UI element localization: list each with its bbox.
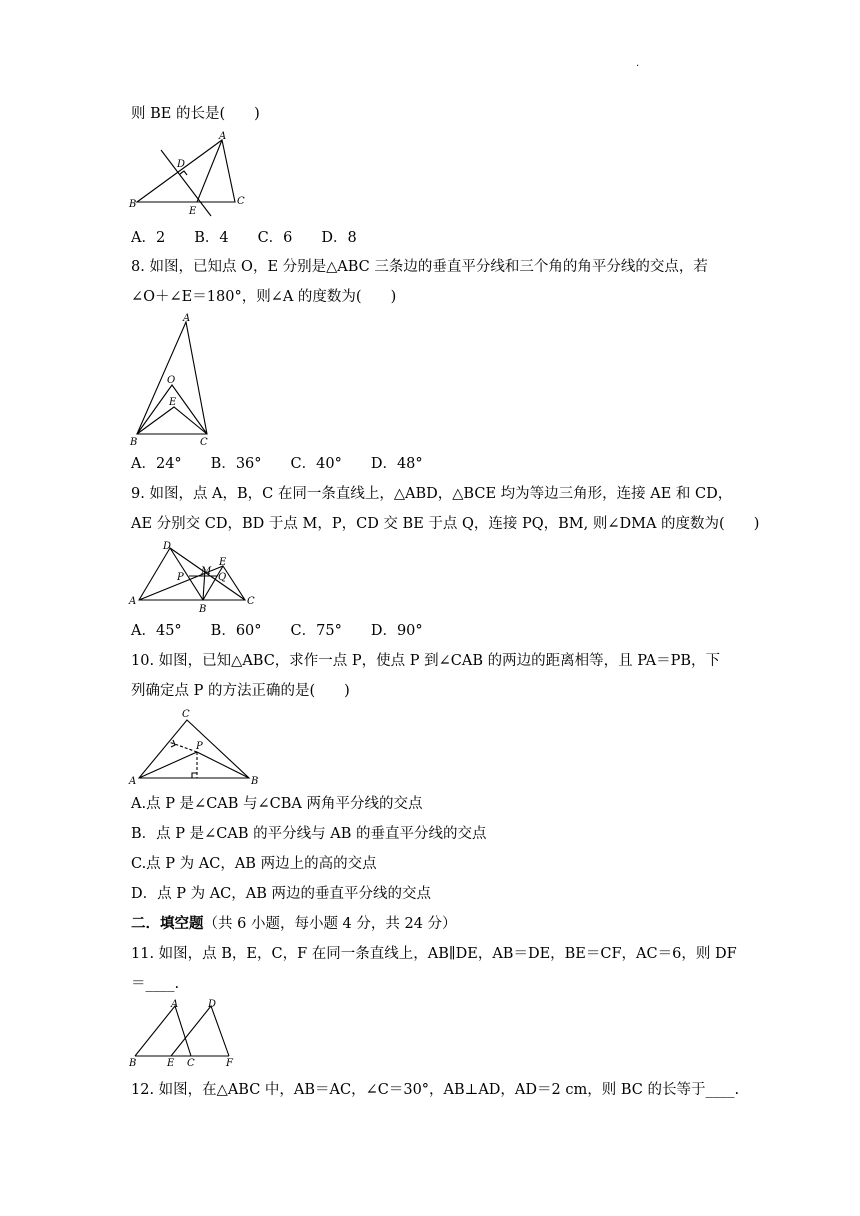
q7-right-angle-mark xyxy=(180,171,187,175)
q10-option-b: B．点 P 是∠CAB 的平分线与 AB 的垂直平分线的交点 xyxy=(131,826,487,842)
section-2-note: （共 6 小题，每小题 4 分，共 24 分） xyxy=(203,916,457,932)
q7-figure xyxy=(125,130,255,220)
q7-label-d: D xyxy=(177,159,186,170)
q7-label-e: E xyxy=(189,206,197,217)
q8-label-e: E xyxy=(169,397,177,408)
q7-label-b: B xyxy=(129,199,137,210)
q11-figure xyxy=(125,996,245,1071)
q9-label-a: A xyxy=(129,596,137,607)
q9-line-1: 9. 如图，点 A，B，C 在同一条直线上，△ABD，△BCE 均为等边三角形，连接 AE 和 CD， xyxy=(131,486,733,502)
q8-label-c: C xyxy=(200,437,208,448)
q9-figure xyxy=(125,538,265,618)
q9-label-m: M xyxy=(201,566,212,577)
q10-option-a: A.点 P 是∠CAB 与∠CBA 两角平分线的交点 xyxy=(131,796,423,812)
q11-line-1: 11. 如图，点 B，E，C，F 在同一条直线上，AB∥DE，AB＝DE，BE＝CF，AC＝6，则 DF xyxy=(131,946,737,962)
header-mark: . xyxy=(636,58,640,69)
q9-label-p: P xyxy=(177,572,184,583)
q7-options: A．2 B．4 C．6 D．8 xyxy=(131,230,357,246)
q8-line-2: ∠O＋∠E＝180°，则∠A 的度数为( ) xyxy=(131,289,397,305)
q11-triangle-def xyxy=(171,1006,229,1056)
q10-label-c: C xyxy=(182,709,190,720)
q7-label-a: A xyxy=(219,131,227,142)
q9-label-b: B xyxy=(199,604,207,615)
q11-label-b: B xyxy=(129,1058,137,1069)
q10-label-p: P xyxy=(196,741,203,752)
q8-label-a: A xyxy=(183,313,191,324)
q9-triangle-abd xyxy=(139,548,203,600)
q8-figure xyxy=(125,312,225,452)
q11-label-c: C xyxy=(187,1058,195,1069)
q10-segment-pb xyxy=(197,752,249,778)
q12-line-1: 12. 如图，在△ABC 中，AB＝AC，∠C＝30°，AB⊥AD，AD＝2 cm，则 BC 的长等于____. xyxy=(131,1082,740,1098)
q7-perpendicular-line xyxy=(161,150,211,216)
q9-line-2: AE 分别交 CD，BD 于点 M，P，CD 交 BE 于点 Q，连接 PQ，BM, 则∠DMA 的度数为( ) xyxy=(131,516,760,532)
section-2-title: 二．填空题 xyxy=(131,916,204,932)
q10-line-2: 列确定点 P 的方法正确的是( ) xyxy=(131,683,350,699)
q7-label-c: C xyxy=(237,196,245,207)
q8-options: A．24° B．36° C．40° D．48° xyxy=(131,456,423,472)
q7-triangle xyxy=(137,140,235,202)
q10-option-c: C.点 P 为 AC，AB 两边上的高的交点 xyxy=(131,856,377,872)
q11-triangle-abc xyxy=(135,1006,191,1056)
q9-label-q: Q xyxy=(218,572,227,583)
q7-stem-tail: 则 BE 的长是( ) xyxy=(131,106,260,122)
q10-option-d: D．点 P 为 AC，AB 两边的垂直平分线的交点 xyxy=(131,886,432,902)
q10-right-angle-mark-ab xyxy=(192,773,197,778)
q9-label-d: D xyxy=(163,541,172,552)
q8-line-1: 8. 如图，已知点 O，E 分别是△ABC 三条边的垂直平分线和三个角的角平分线的交点，若 xyxy=(131,259,708,275)
q11-label-f: F xyxy=(226,1058,233,1069)
q10-label-a: A xyxy=(129,776,137,787)
q10-label-b: B xyxy=(251,776,259,787)
q9-label-e: E xyxy=(219,557,227,568)
q9-options: A．45° B．60° C．75° D．90° xyxy=(131,623,423,639)
q10-line-1: 10. 如图，已知△ABC，求作一点 P，使点 P 到∠CAB 的两边的距离相等，且 PA＝PB，下 xyxy=(131,653,721,669)
q11-line-2: ＝____. xyxy=(131,976,180,992)
q11-label-e: E xyxy=(167,1058,175,1069)
q11-label-a: A xyxy=(171,999,179,1010)
section-2-heading xyxy=(131,914,457,934)
q8-label-b: B xyxy=(130,437,138,448)
q9-label-c: C xyxy=(247,596,255,607)
q10-perpendicular-to-ac xyxy=(169,742,197,752)
q11-label-d: D xyxy=(208,999,217,1010)
q10-figure xyxy=(125,704,270,789)
q10-segment-ap xyxy=(139,752,197,778)
q8-label-o: O xyxy=(167,375,176,386)
